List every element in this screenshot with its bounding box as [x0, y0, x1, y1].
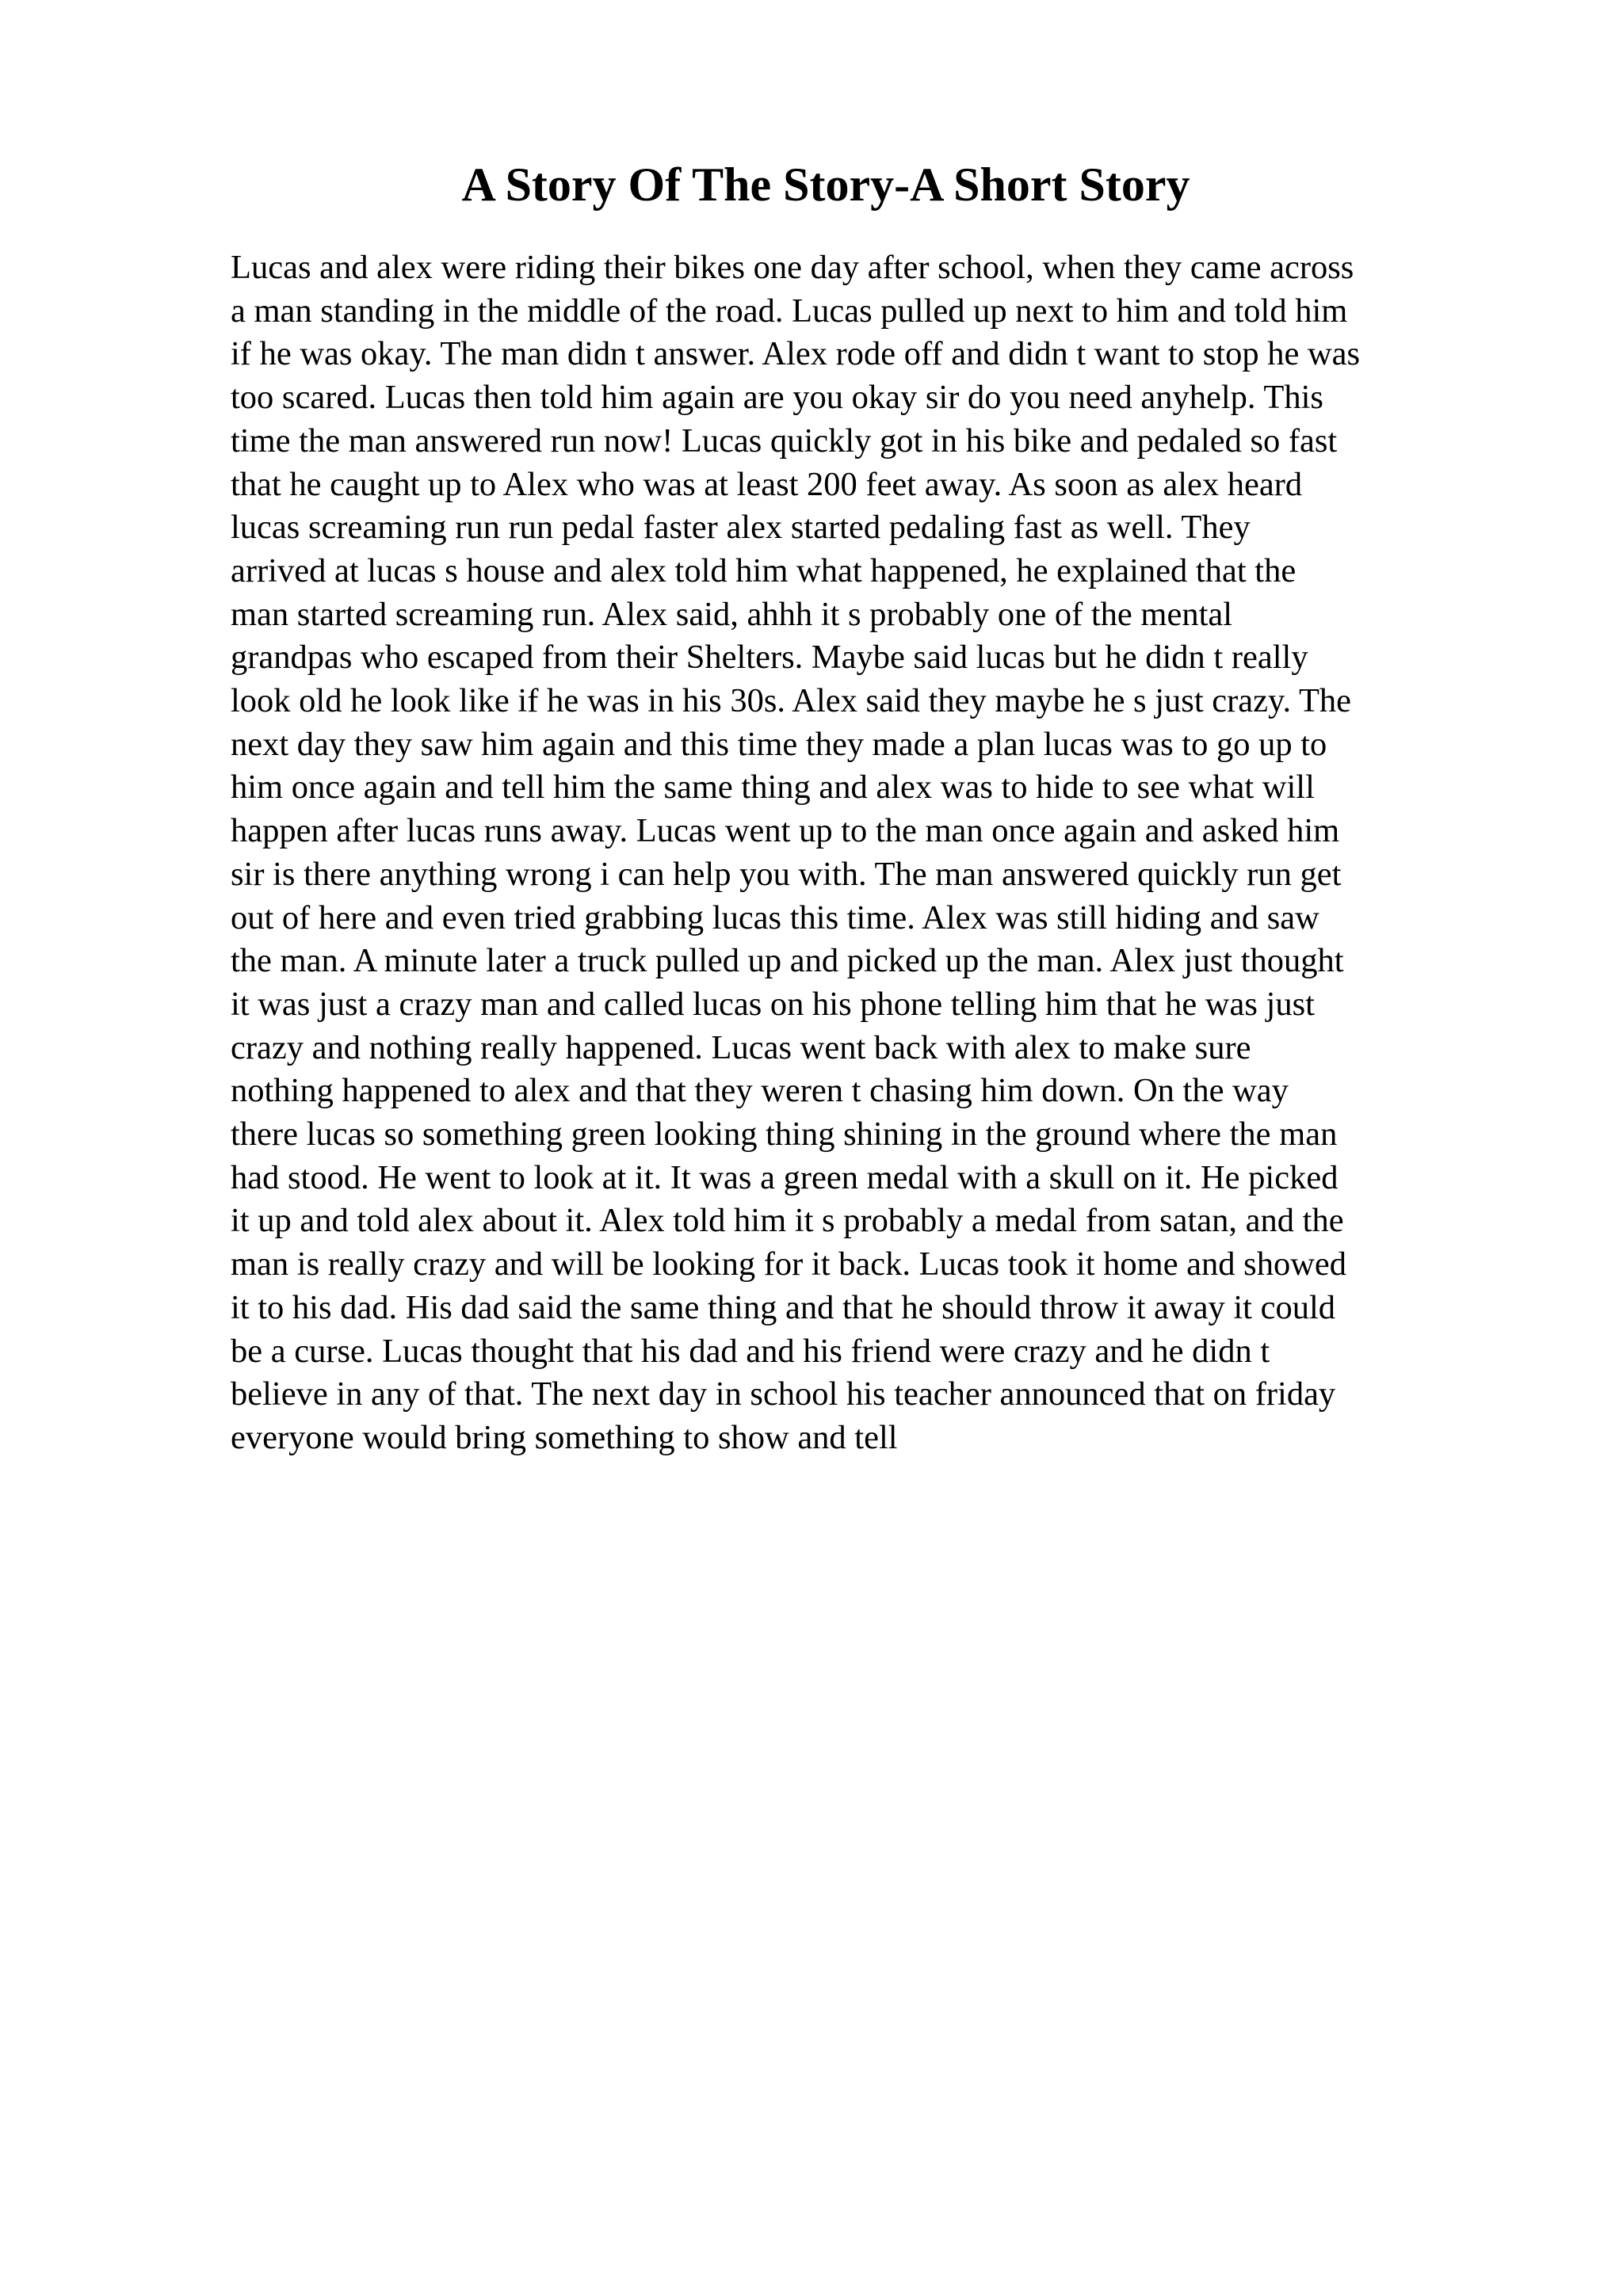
story-line: it was just a crazy man and called lucas on his phone telling him that he was just [231, 985, 1315, 1023]
story-line: nothing happened to alex and that they weren t chasing him down. On the way [231, 1072, 1289, 1110]
story-line: sir is there anything wrong i can help you with. The man answered quickly run get [231, 855, 1342, 893]
story-line: it up and told alex about it. Alex told him it s probably a medal from satan, and the [231, 1202, 1344, 1240]
story-line: believe in any of that. The next day in school his teacher announced that on friday [231, 1375, 1336, 1413]
story-line: man is really crazy and will be looking for it back. Lucas took it home and showed [231, 1245, 1347, 1283]
story-line: lucas screaming run run pedal faster alex started pedaling fast as well. They [231, 509, 1251, 547]
story-line: there lucas so something green looking thing shining in the ground where the man [231, 1116, 1338, 1154]
story-line: next day they saw him again and this time they made a plan lucas was to go up to [231, 725, 1327, 763]
story-line: happen after lucas runs away. Lucas went up to the man once again and asked him [231, 812, 1340, 850]
story-line: had stood. He went to look at it. It was a green medal with a skull on it. He picked [231, 1158, 1338, 1196]
story-line: everyone would bring something to show and tell [231, 1418, 898, 1456]
story-line: grandpas who escaped from their Shelters. Maybe said lucas but he didn t really [231, 639, 1308, 677]
story-line: be a curse. Lucas thought that his dad and his friend were crazy and he didn t [231, 1332, 1270, 1370]
story-line: time the man answered run now! Lucas quickly got in his bike and pedaled so fast [231, 421, 1338, 460]
story-line: a man standing in the middle of the road. Lucas pulled up next to him and told him [231, 292, 1348, 330]
story-line: him once again and tell him the same thing and alex was to hide to see what will [231, 769, 1315, 807]
story-line: crazy and nothing really happened. Lucas went back with alex to make sure [231, 1028, 1251, 1066]
story-line: too scared. Lucas then told him again are you okay sir do you need anyhelp. This [231, 379, 1323, 417]
story-line: the man. A minute later a truck pulled up and picked up the man. Alex just thought [231, 942, 1344, 980]
story-line: out of here and even tried grabbing lucas this time. Alex was still hiding and saw [231, 898, 1319, 936]
document-title: A Story Of The Story-A Short Story [461, 158, 1190, 211]
story-line: that he caught up to Alex who was at least 200 feet away. As soon as alex heard [231, 465, 1303, 503]
story-line: man started screaming run. Alex said, ahhh it s probably one of the mental [231, 595, 1233, 633]
story-line: look old he look like if he was in his 30s. Alex said they maybe he s just crazy. The [231, 682, 1352, 720]
story-line: it to his dad. His dad said the same thing and that he should throw it away it could [231, 1288, 1336, 1326]
story-body [231, 246, 1514, 1460]
story-line: if he was okay. The man didn t answer. Alex rode off and didn t want to stop he was [231, 335, 1361, 373]
story-line: Lucas and alex were riding their bikes one day after school, when they came across [231, 249, 1354, 286]
story-line: arrived at lucas s house and alex told him what happened, he explained that the [231, 551, 1296, 589]
